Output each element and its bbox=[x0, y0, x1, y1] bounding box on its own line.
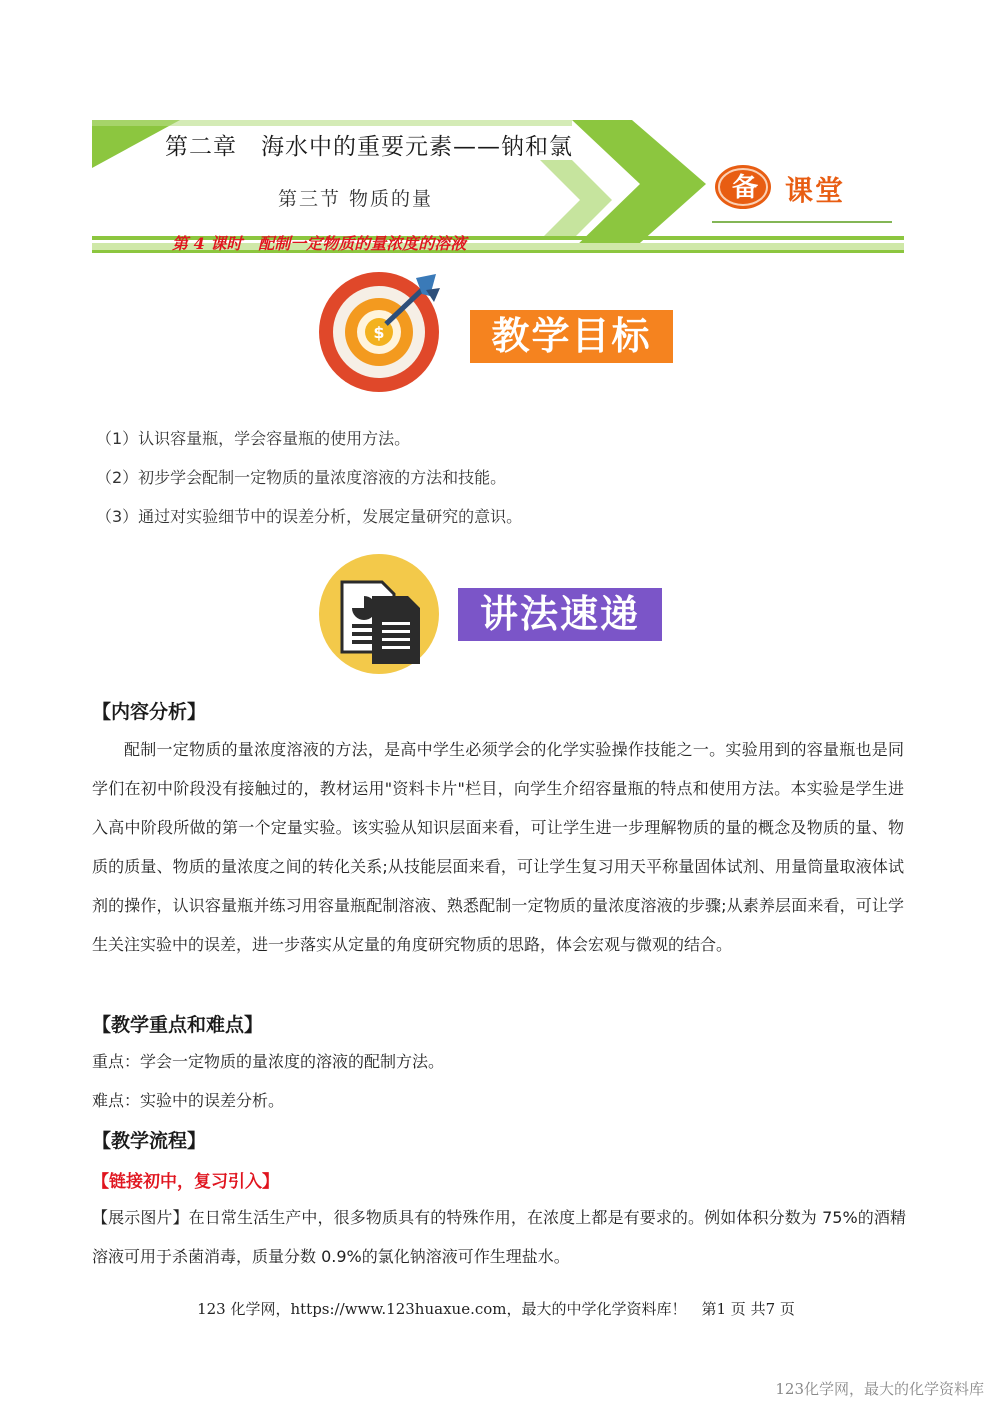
focus-text: 重点：学会一定物质的量浓度的溶液的配制方法。 bbox=[92, 1052, 445, 1071]
section-title: 第三节 物质的量 bbox=[278, 188, 434, 210]
difficulty-text: 难点：实验中的误差分析。 bbox=[92, 1091, 285, 1110]
key-points-heading: 【教学重点和难点】 bbox=[92, 1014, 264, 1036]
documents-icon bbox=[316, 552, 442, 676]
badge-text: 课堂 bbox=[785, 174, 846, 207]
chapter-title: 第二章 海水中的重要元素——钠和氯 bbox=[165, 134, 573, 160]
show-picture-text: 【展示图片】在日常生活生产中，很多物质具有的特殊作用，在浓度上都是有要求的。例如体积分数为 75%的酒精溶液可用于杀菌消毒，质量分数 0.9%的氯化钠溶液可作生理盐水。 bbox=[92, 1208, 906, 1266]
target-icon bbox=[316, 268, 446, 394]
content-analysis-heading: 【内容分析】 bbox=[92, 701, 207, 723]
badge-char: 备 bbox=[731, 173, 758, 203]
page-footer: 123 化学网，https://www.123huaxue.com，最大的中学化学资料库！ 第1 页 共7 页 bbox=[197, 1300, 795, 1318]
process-subheading: 【链接初中，复习引入】 bbox=[92, 1172, 279, 1192]
goal-item: （2）初步学会配制一定物质的量浓度溶液的方法和技能。 bbox=[96, 468, 507, 487]
goal-item: （3）通过对实验细节中的误差分析，发展定量研究的意识。 bbox=[96, 507, 523, 526]
method-banner: 讲法速递 bbox=[458, 588, 662, 641]
lesson-title: 第 4 课时 配制一定物质的量浓度的溶液 bbox=[172, 234, 467, 253]
goal-item: （1）认识容量瓶，学会容量瓶的使用方法。 bbox=[96, 429, 411, 448]
content-analysis-text: 配制一定物质的量浓度溶液的方法，是高中学生必须学会的化学实验操作技能之一。实验用到的容量瓶也是同学们在初中阶段没有接触过的，教材运用"资料卡片"栏目，向学生介绍容量瓶的特点和使用方法。本实验是学生进入高中阶段所做的第一个定量实验。该实验从知识层面来看，可让学生进一步理解物质的量的概念及物质的量、物质的质量、物质的量浓度之间的转化关系;从技能层面来看，可让学生复习用天平称量固体试剂、用量筒量取液体试剂的操作，认识容量瓶并练习用容量瓶配制溶液、熟悉配制一定物质的量浓度溶液的步骤;从素养层面来看，可让学生关注实验中的误差，进一步落实从定量的角度研究物质的思路，体会宏观与微观的结合。 bbox=[92, 740, 904, 954]
svg-text:$: $ bbox=[373, 323, 385, 342]
goals-banner: 教学目标 bbox=[470, 310, 673, 363]
process-heading: 【教学流程】 bbox=[92, 1130, 207, 1152]
watermark: 123化学网，最大的化学资料库 bbox=[775, 1380, 984, 1398]
